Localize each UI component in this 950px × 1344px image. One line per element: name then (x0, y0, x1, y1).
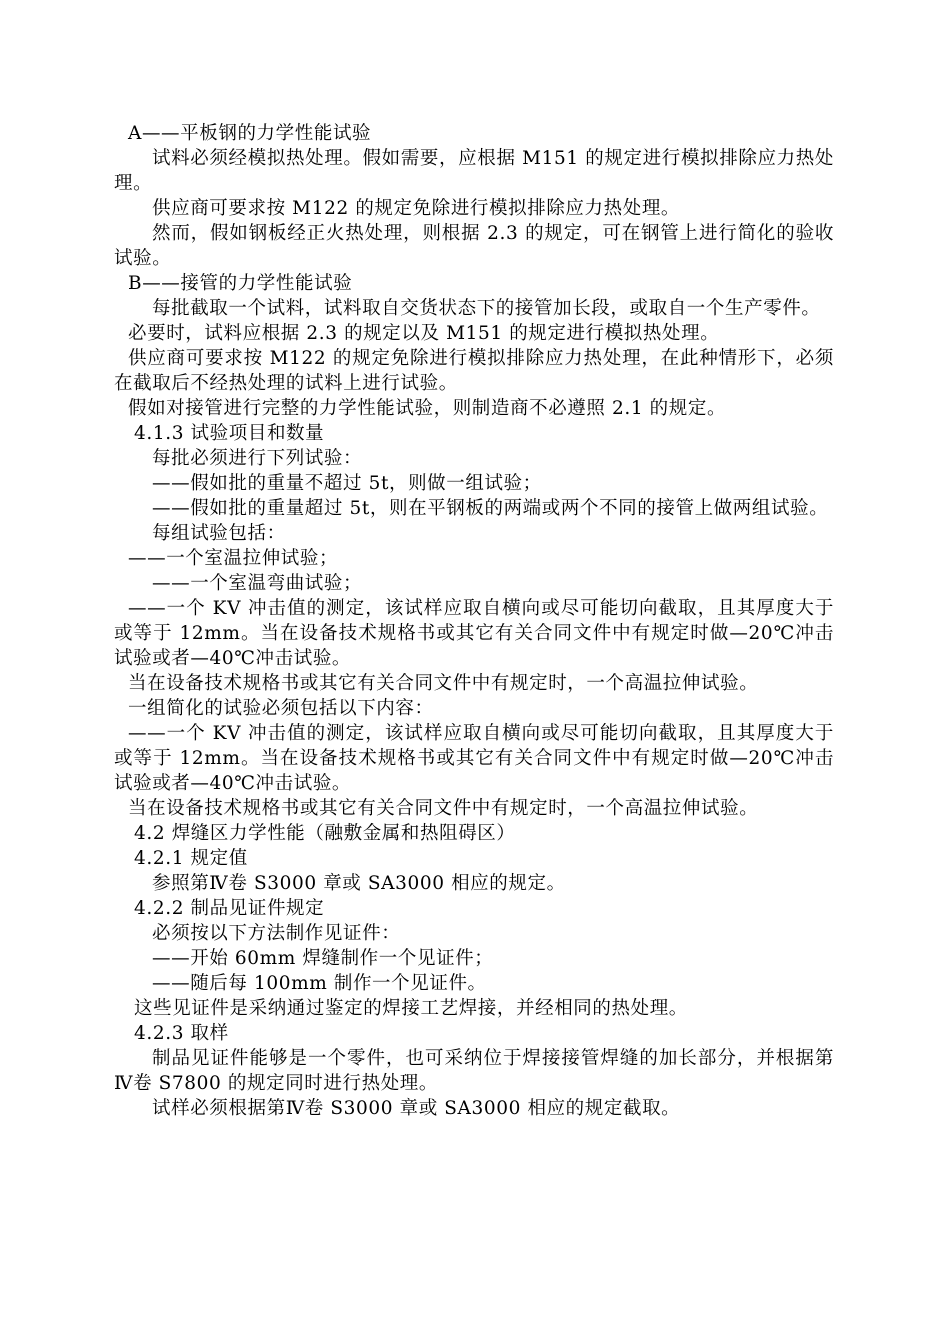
paragraph: 制品见证件能够是一个零件，也可采纳位于焊接接管焊缝的加长部分，并根据第Ⅳ卷 S7800 的规定同时进行热处理。 (114, 1048, 834, 1094)
paragraph: 一组简化的试验必须包括以下内容： (128, 698, 434, 719)
section-heading-4-2: 4.2 焊缝区力学性能（融敷金属和热阻碍区） (134, 823, 516, 844)
document-body (114, 121, 834, 1121)
paragraph: 假如对接管进行完整的力学性能试验，则制造商不必遵照 2.1 的规定。 (128, 398, 727, 419)
heading-a: A——平板钢的力学性能试验 (128, 123, 372, 144)
paragraph: 当在设备技术规格书或其它有关合同文件中有规定时，一个高温拉伸试验。 (128, 673, 759, 694)
paragraph: 试料必须经模拟热处理。假如需要，应根据 M151 的规定进行模拟排除应力热处理。 (114, 148, 834, 194)
paragraph: 必须按以下方法制作见证件： (152, 923, 401, 944)
list-item: ——一个 KV 冲击值的测定，该试样应取自横向或尽可能切向截取，且其厚度大于或等于 12mm。当在设备技术规格书或其它有关合同文件中有规定时做—20℃冲击试验或者—40℃冲击试验。 (114, 723, 834, 794)
heading-b: B——接管的力学性能试验 (128, 273, 353, 294)
list-item: ——开始 60mm 焊缝制作一个见证件； (152, 948, 494, 969)
section-heading-4-2-2: 4.2.2 制品见证件规定 (134, 898, 325, 919)
paragraph: 然而，假如钢板经正火热处理，则根据 2.3 的规定，可在钢管上进行简化的验收试验。 (114, 223, 834, 269)
paragraph: 每批必须进行下列试验： (152, 448, 363, 469)
section-heading-4-2-3: 4.2.3 取样 (134, 1023, 229, 1044)
list-item: ——假如批的重量不超过 5t，则做一组试验； (152, 473, 542, 494)
section-heading-4-2-1: 4.2.1 规定值 (134, 848, 248, 869)
paragraph: 供应商可要求按 M122 的规定免除进行模拟排除应力热处理。 (152, 198, 681, 219)
list-item: ——一个室温弯曲试验； (152, 573, 363, 594)
paragraph: 当在设备技术规格书或其它有关合同文件中有规定时，一个高温拉伸试验。 (128, 798, 759, 819)
paragraph: 每批截取一个试料，试料取自交货状态下的接管加长段，或取自一个生产零件。 (152, 298, 821, 319)
paragraph: 供应商可要求按 M122 的规定免除进行模拟排除应力热处理，在此种情形下，必须在截取后不经热处理的试料上进行试验。 (114, 348, 834, 394)
paragraph: 每组试验包括： (152, 523, 286, 544)
paragraph: 参照第Ⅳ卷 S3000 章或 SA3000 相应的规定。 (152, 873, 566, 894)
list-item: ——随后每 100mm 制作一个见证件。 (152, 973, 487, 994)
section-heading-4-1-3: 4.1.3 试验项目和数量 (134, 423, 325, 444)
list-item: ——一个室温拉伸试验； (128, 548, 339, 569)
list-item: ——假如批的重量超过 5t，则在平钢板的两端或两个不同的接管上做两组试验。 (152, 498, 829, 519)
paragraph: 必要时，试料应根据 2.3 的规定以及 M151 的规定进行模拟热处理。 (128, 323, 720, 344)
paragraph: 这些见证件是采纳通过鉴定的焊接工艺焊接，并经相同的热处理。 (134, 998, 688, 1019)
list-item: ——一个 KV 冲击值的测定，该试样应取自横向或尽可能切向截取，且其厚度大于或等于 12mm。当在设备技术规格书或其它有关合同文件中有规定时做—20℃冲击试验或者—40℃冲击试验。 (114, 598, 834, 669)
paragraph: 试样必须根据第Ⅳ卷 S3000 章或 SA3000 相应的规定截取。 (152, 1098, 681, 1119)
